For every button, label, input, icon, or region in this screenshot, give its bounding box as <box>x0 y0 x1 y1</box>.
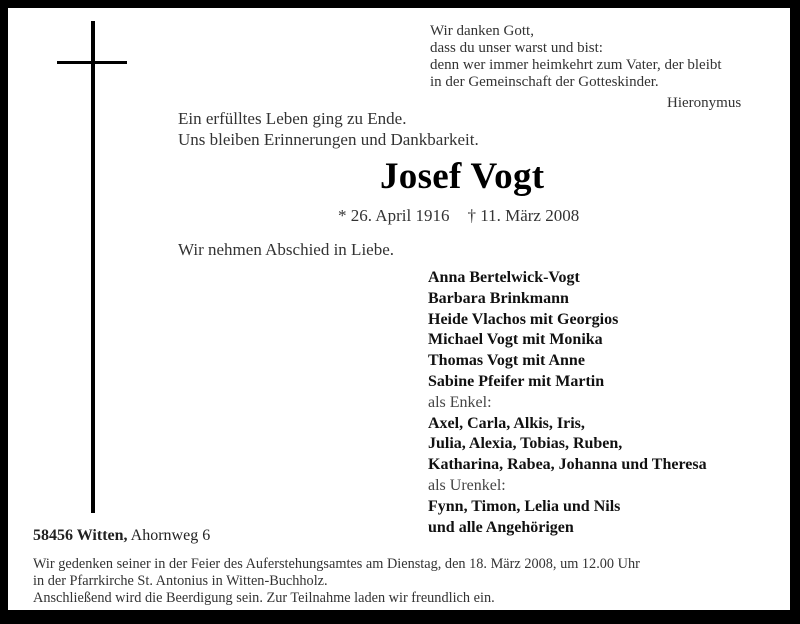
intro-text <box>178 108 479 150</box>
quote-author: Hieronymus <box>667 95 742 111</box>
mourner: Michael Vogt mit Monika <box>428 331 603 349</box>
cross-horizontal-bar <box>57 61 127 64</box>
group-label-grandchildren: als Enkel: <box>428 393 492 411</box>
quote-line: Wir danken Gott, <box>430 23 534 39</box>
life-dates <box>338 206 579 226</box>
mourner: Fynn, Timon, Lelia und Nils <box>428 497 621 515</box>
cross-vertical-bar <box>91 21 95 513</box>
intro-line: Uns bleiben Erinnerungen und Dankbarkeit. <box>178 130 479 149</box>
service-line: Wir gedenken seiner in der Feier des Auferstehungsamtes am Dienstag, den 18. März 2008, um 12.00 Uhr <box>33 556 640 572</box>
quote-block <box>430 23 722 91</box>
mourner: Julia, Alexia, Tobias, Ruben, <box>428 435 623 453</box>
address-street: Ahornweg 6 <box>130 527 211 544</box>
mourner: Axel, Carla, Alkis, Iris, <box>428 414 585 432</box>
service-line: Anschließend wird die Beerdigung sein. Zur Teilnahme laden wir freundlich ein. <box>33 590 495 606</box>
mourner: Thomas Vogt mit Anne <box>428 352 585 370</box>
quote-line: denn wer immer heimkehrt zum Vater, der bleibt <box>430 57 722 73</box>
mourner: Anna Bertelwick-Vogt <box>428 269 580 286</box>
mourner: Katharina, Rabea, Johanna und Theresa <box>428 456 707 474</box>
address-city: 58456 Witten, <box>33 527 128 544</box>
birth-date: * 26. April 1916 <box>338 206 450 225</box>
quote-line: in der Gemeinschaft der Gotteskinder. <box>430 74 659 90</box>
group-label-great-grandchildren: als Urenkel: <box>428 476 506 494</box>
mourner: und alle Angehörigen <box>428 518 574 536</box>
intro-line: Ein erfülltes Leben ging zu Ende. <box>178 109 407 128</box>
mourners-list <box>428 268 707 538</box>
mourner: Sabine Pfeifer mit Martin <box>428 372 605 390</box>
deceased-name: Josef Vogt <box>380 156 545 197</box>
quote-line: dass du unser warst und bist: <box>430 40 603 56</box>
address <box>33 527 210 545</box>
death-date: † 11. März 2008 <box>467 206 580 225</box>
mourner: Heide Vlachos mit Georgios <box>428 310 619 328</box>
mourner: Barbara Brinkmann <box>428 289 569 307</box>
farewell-text: Wir nehmen Abschied in Liebe. <box>178 240 395 259</box>
service-info <box>33 556 640 607</box>
obituary-notice <box>8 8 790 610</box>
service-line: in der Pfarrkirche St. Antonius in Witten-Buchholz. <box>33 573 328 589</box>
